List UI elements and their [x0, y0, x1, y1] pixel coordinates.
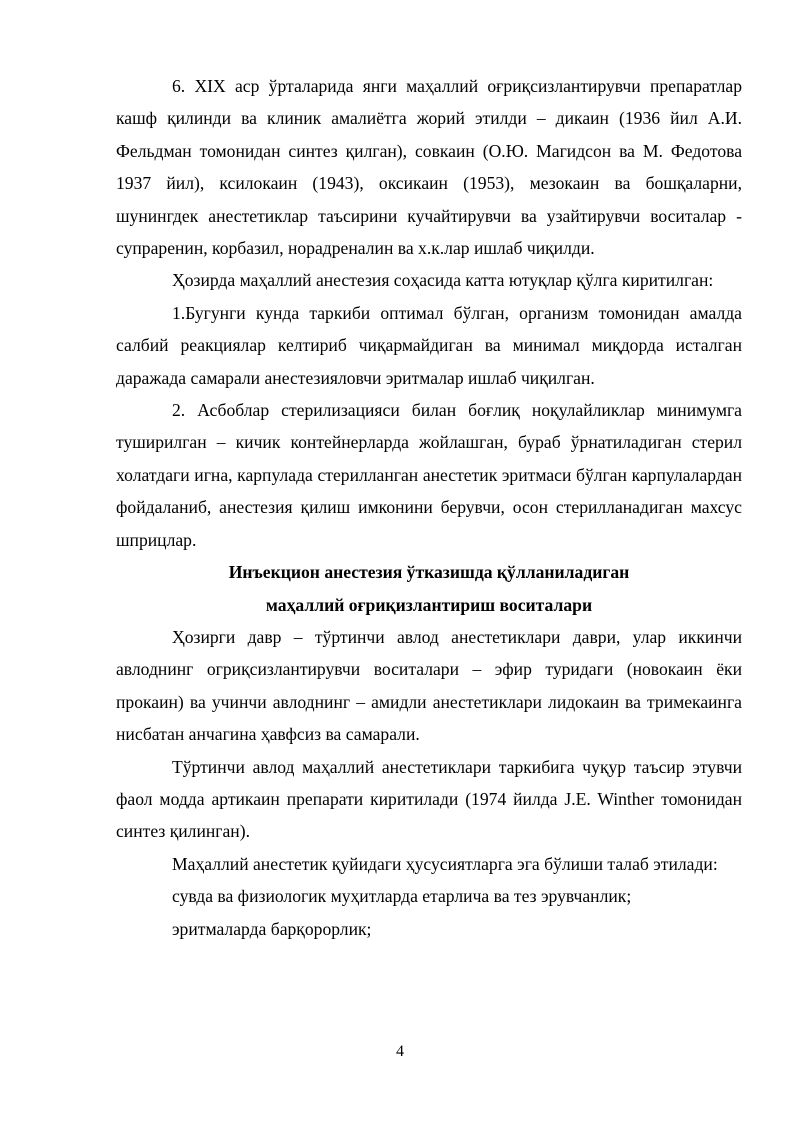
paragraph-5: Ҳозирги давр – тўртинчи авлод анестетиклари даври, улар иккинчи авлоднинг огриқсизлантирувчи воситалари – эфир туридаги (новокаин ёки прокаин) ва учинчи авлоднинг – амидли анестетиклари лидокаин ва тримекаинга нисбатан анчагина ҳавфсиз ва самарали. — [116, 626, 742, 745]
paragraph-7: Маҳаллий анестетик қуйидаги ҳусусиятларга эга бўлиши талаб этилади: — [172, 853, 718, 874]
paragraph-2: Ҳозирда маҳаллий анестезия соҳасида катта ютуқлар қўлга киритилган: — [172, 270, 714, 291]
section-heading-line-1: Инъекцион анестезия ўтказишда қўлланиладиган — [228, 562, 630, 583]
section-heading-line-2: маҳаллий оғриқизлантириш воситалари — [265, 594, 593, 615]
document-page — [116, 70, 742, 945]
list-item-2: эритмаларда барқорорлик; — [172, 918, 372, 939]
page-number: 4 — [396, 1043, 404, 1060]
paragraph-4: 2. Асбоблар стерилизацияси билан боғлиқ ноқулайликлар минимумга туширилган – кичик контейнерларда жойлашган, бураб ўрнатиладиган стерил холатдаги игна, карпулада стерилланган анестетик эритмаси бўлган карпулалардан фойдаланиб, анестезия қилиш имконини берувчи, осон стерилланадиган махсус шприцлар. — [116, 400, 742, 550]
paragraph-3: 1.Бугунги кунда таркиби оптимал бўлган, организм томонидан амалда салбий реакциялар келтириб чиқармайдиган ва минимал миқдорда исталган даражада самарали анестезияловчи эритмалар ишлаб чиқилган. — [116, 302, 742, 388]
list-item-1: сувда ва физиологик муҳитларда етарлича ва тез эрувчанлик; — [172, 886, 632, 907]
paragraph-1: 6. XIX аср ўрталарида янги маҳаллий оғриқсизлантирувчи препаратлар кашф қилинди ва клиник амалиётга жорий этилди – дикаин (1936 йил А.И. Фельдман томонидан синтез қилган), совкаин (О.Ю. Магидсон ва М. Федотова 1937 йил), ксилокаин (1943), оксикаин (1953), мезокаин ва бошқаларни, шунингдек анестетиклар таъсирини кучайтирувчи ва узайтирувчи воситалар - супраренин, корбазил, норадреналин ва х.к.лар ишлаб чиқилди. — [116, 76, 742, 259]
paragraph-6: Тўртинчи авлод маҳаллий анестетиклари таркибига чуқур таъсир этувчи фаол модда артикаин препарати киритилади (1974 йилда J.E. Winther томонидан синтез қилинган). — [116, 756, 742, 842]
